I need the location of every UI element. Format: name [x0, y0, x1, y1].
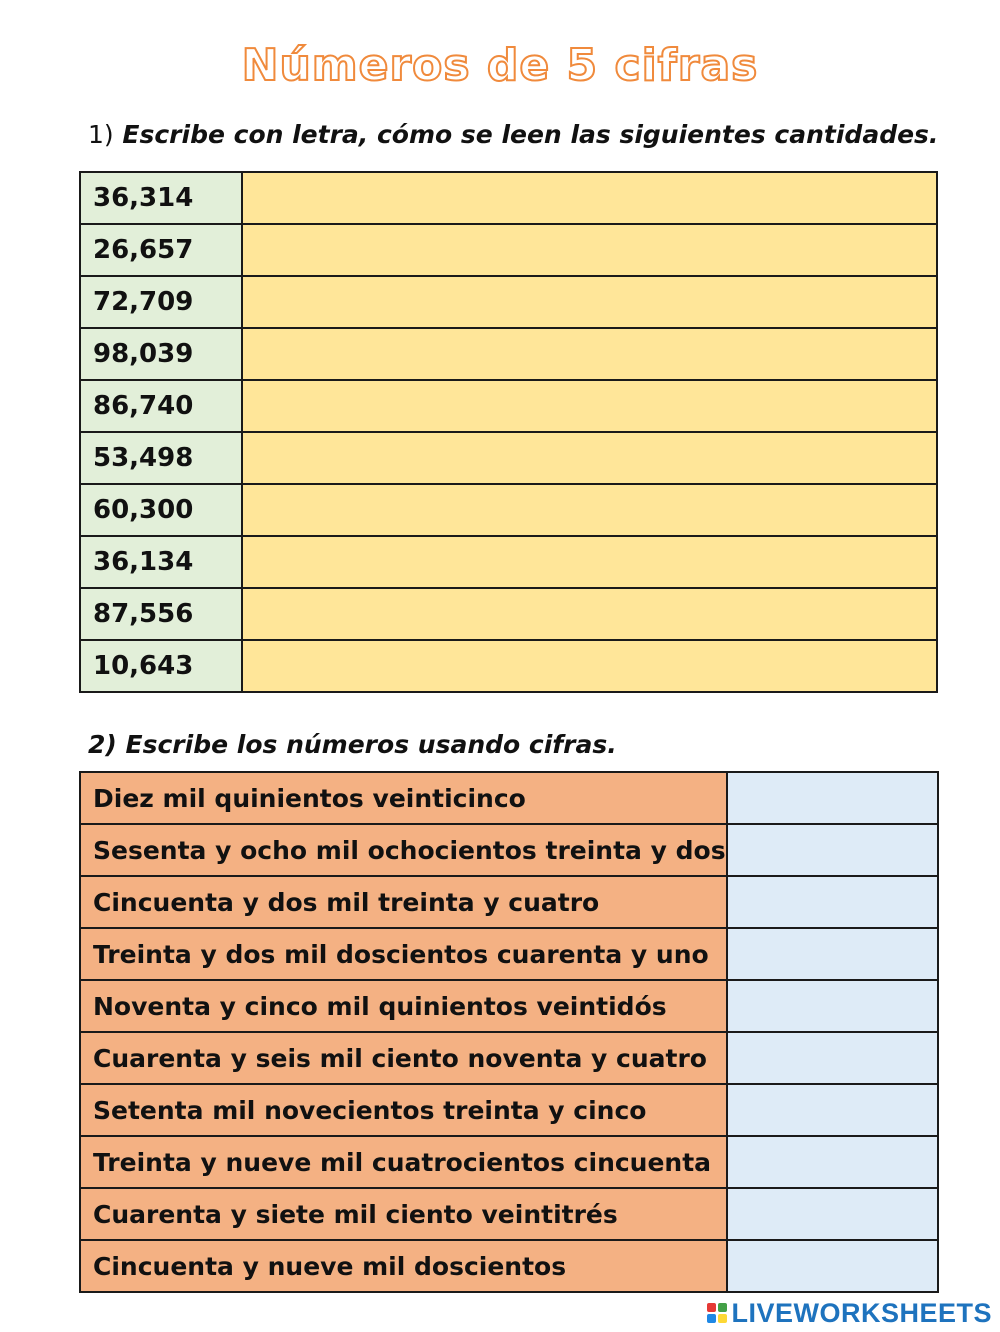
table-row: [80, 276, 937, 328]
words-cell: Cuarenta y seis mil ciento noventa y cuatro: [80, 1032, 727, 1084]
table-row: [80, 772, 938, 824]
number-cell: 72,709: [80, 276, 242, 328]
number-cell: 98,039: [80, 328, 242, 380]
instruction-1: [88, 120, 938, 149]
answer-input-number[interactable]: [727, 1032, 938, 1084]
number-cell: 36,314: [80, 172, 242, 224]
answer-input-number[interactable]: [727, 824, 938, 876]
instruction-1-number: 1): [88, 120, 114, 149]
instruction-2: 2) Escribe los números usando cifras.: [88, 730, 617, 759]
instruction-1-text: Escribe con letra, cómo se leen las siguientes cantidades.: [122, 120, 939, 149]
brand-text: LIVEWORKSHEETS: [731, 1297, 992, 1328]
table-row: [80, 224, 937, 276]
answer-input-number[interactable]: [727, 980, 938, 1032]
table-row: [80, 928, 938, 980]
answer-input-number[interactable]: [727, 928, 938, 980]
words-cell: Cincuenta y dos mil treinta y cuatro: [80, 876, 727, 928]
answer-input-number[interactable]: [727, 772, 938, 824]
table-row: [80, 380, 937, 432]
number-cell: 87,556: [80, 588, 242, 640]
number-cell: 86,740: [80, 380, 242, 432]
words-to-numbers-table: [79, 771, 939, 1293]
answer-input-words[interactable]: [242, 172, 937, 224]
words-cell: Cuarenta y siete mil ciento veintitrés: [80, 1188, 727, 1240]
table-row: [80, 1136, 938, 1188]
answer-input-words[interactable]: [242, 380, 937, 432]
table-row: [80, 172, 937, 224]
answer-input-number[interactable]: [727, 1188, 938, 1240]
numbers-to-words-table: [79, 171, 938, 693]
answer-input-words[interactable]: [242, 484, 937, 536]
liveworksheets-logo-icon: [707, 1303, 727, 1323]
table-row: [80, 484, 937, 536]
number-cell: 36,134: [80, 536, 242, 588]
table-row: [80, 1084, 938, 1136]
answer-input-words[interactable]: [242, 640, 937, 692]
table-row: [80, 824, 938, 876]
words-cell: Sesenta y ocho mil ochocientos treinta y dos: [80, 824, 727, 876]
answer-input-number[interactable]: [727, 876, 938, 928]
words-cell: Noventa y cinco mil quinientos veintidós: [80, 980, 727, 1032]
answer-input-number[interactable]: [727, 1136, 938, 1188]
answer-input-number[interactable]: [727, 1084, 938, 1136]
table-row: [80, 328, 937, 380]
number-cell: 26,657: [80, 224, 242, 276]
answer-input-words[interactable]: [242, 224, 937, 276]
number-cell: 10,643: [80, 640, 242, 692]
table-row: [80, 536, 937, 588]
answer-input-words[interactable]: [242, 276, 937, 328]
page-title: Números de 5 cifras: [241, 40, 759, 91]
words-cell: Diez mil quinientos veinticinco: [80, 772, 727, 824]
answer-input-words[interactable]: [242, 328, 937, 380]
words-cell: Treinta y dos mil doscientos cuarenta y uno: [80, 928, 727, 980]
number-cell: 53,498: [80, 432, 242, 484]
table-row: [80, 640, 937, 692]
words-cell: Treinta y nueve mil cuatrocientos cincuenta: [80, 1136, 727, 1188]
table-row: [80, 980, 938, 1032]
table-row: [80, 1032, 938, 1084]
words-cell: Cincuenta y nueve mil doscientos: [80, 1240, 727, 1292]
answer-input-words[interactable]: [242, 588, 937, 640]
table-row: [80, 1240, 938, 1292]
words-cell: Setenta mil novecientos treinta y cinco: [80, 1084, 727, 1136]
answer-input-number[interactable]: [727, 1240, 938, 1292]
table-row: [80, 432, 937, 484]
table-row: [80, 588, 937, 640]
table-row: [80, 876, 938, 928]
liveworksheets-watermark: [707, 1298, 992, 1328]
number-cell: 60,300: [80, 484, 242, 536]
answer-input-words[interactable]: [242, 432, 937, 484]
table-row: [80, 1188, 938, 1240]
answer-input-words[interactable]: [242, 536, 937, 588]
